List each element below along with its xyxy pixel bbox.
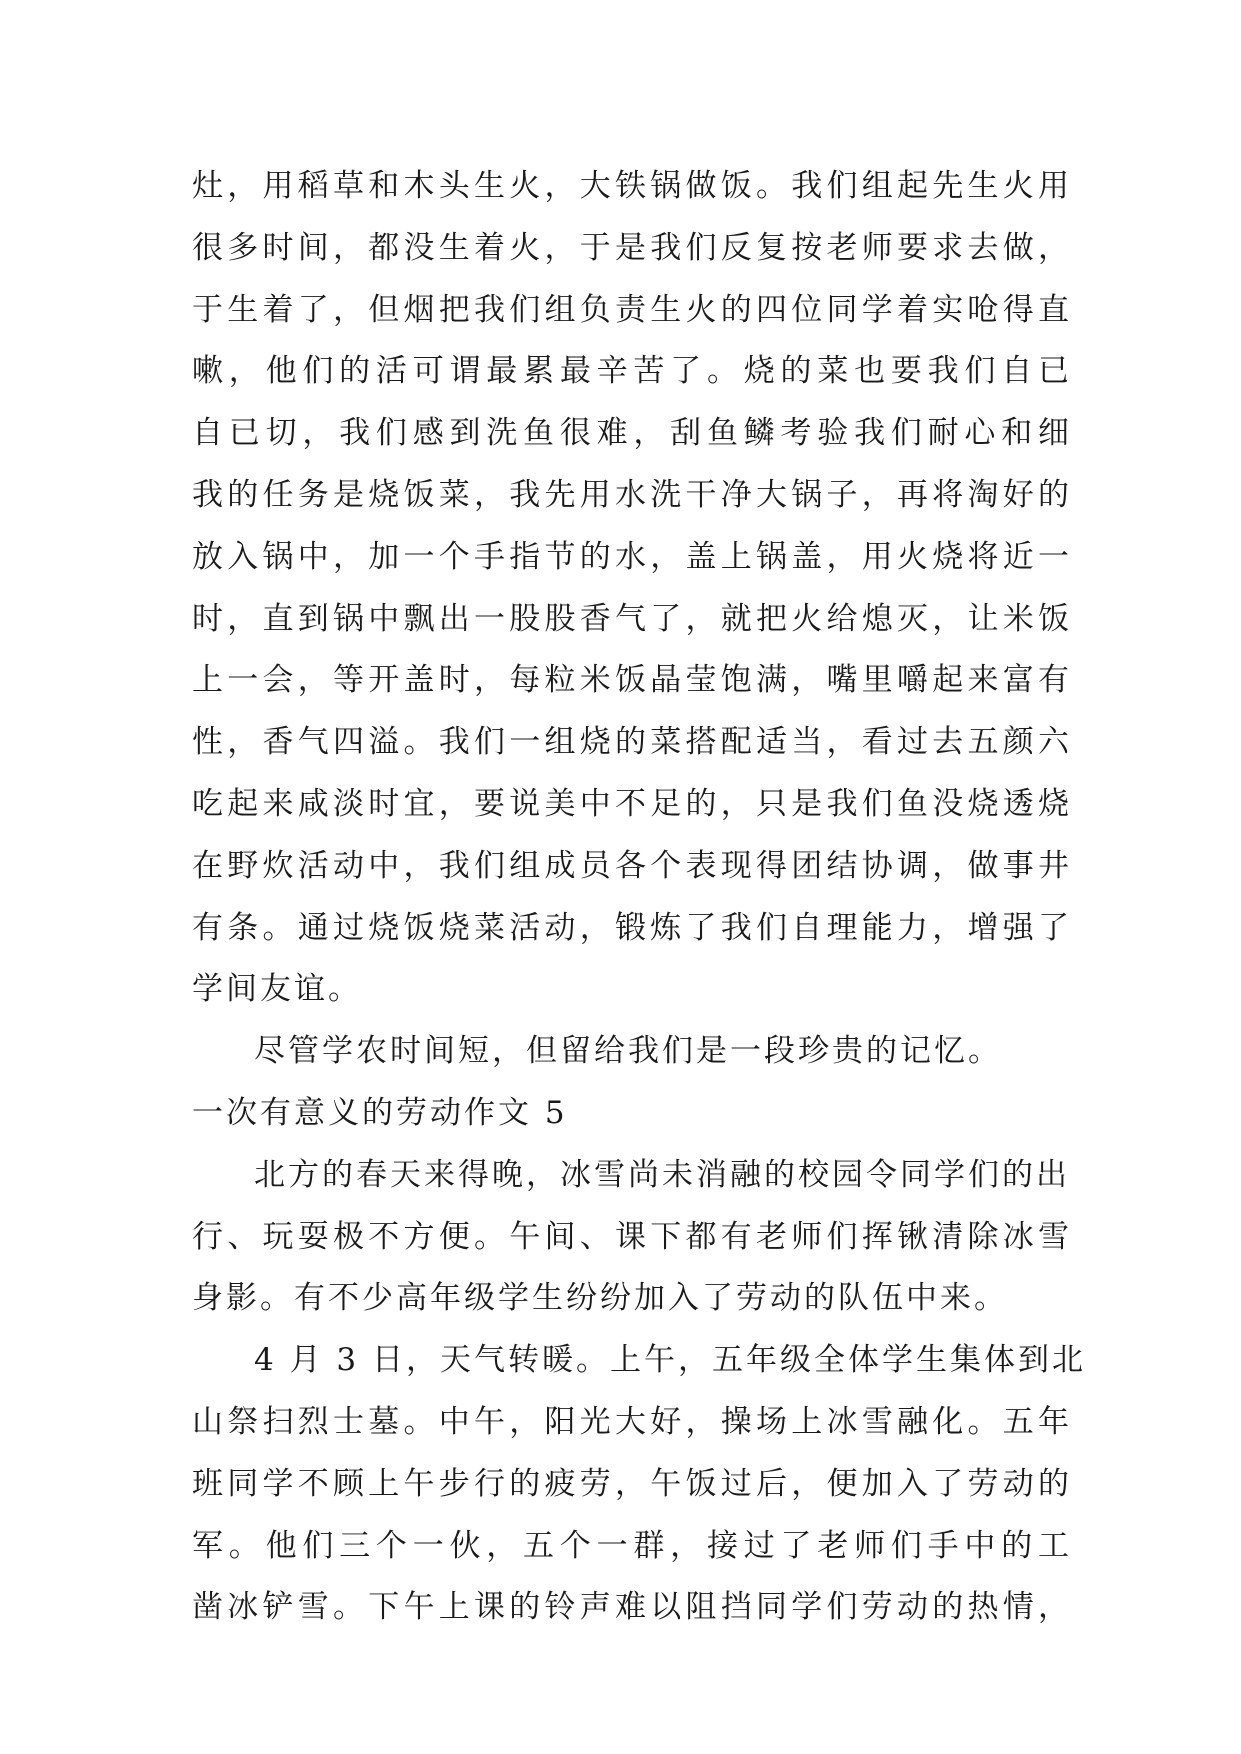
text-line: 上一会，等开盖时，每粒米饭晶莹饱满，嘴里嚼起来富有: [192, 662, 1072, 699]
text-line: 山祭扫烈士墓。中午，阳光大好，操场上冰雪融化。五年: [192, 1403, 1072, 1440]
text-line: 班同学不顾上午步行的疲劳，午饭过后，便加入了劳动的: [192, 1465, 1072, 1502]
text-line: 在野炊活动中，我们组成员各个表现得团结协调，做事井: [192, 847, 1072, 884]
section-heading: 一次有意义的劳动作文 5: [192, 1094, 568, 1131]
text-line: 于生着了，但烟把我们组负责生火的四位同学着实呛得直: [192, 291, 1072, 328]
text-line: 行、玩耍极不方便。午间、课下都有老师们挥锹清除冰雪: [192, 1218, 1072, 1255]
text-line: 灶，用稻草和木头生火，大铁锅做饭。我们组起先生火用: [192, 168, 1072, 204]
text-line: 有条。通过烧饭烧菜活动，锻炼了我们自理能力，增强了: [192, 909, 1072, 946]
text-line: 尽管学农时间短，但留给我们是一段珍贵的记忆。: [254, 1033, 1002, 1070]
text-line: 我的任务是烧饭菜，我先用水洗干净大锅子，再将淘好的: [192, 476, 1072, 513]
text-line: 吃起来咸淡时宜，要说美中不足的，只是我们鱼没烧透烧: [192, 785, 1072, 822]
text-line: 北方的春天来得晚，冰雪尚未消融的校园令同学们的出: [254, 1156, 1070, 1193]
body-text: [192, 156, 1087, 1639]
text-line: 嗽，他们的活可谓最累最辛苦了。烧的菜也要我们自已: [192, 353, 1072, 390]
text-line: 时，直到锅中飘出一股股香气了，就把火给熄灭，让米饭: [192, 600, 1072, 637]
text-line: 性，香气四溢。我们一组烧的菜搭配适当，看过去五颜六: [192, 724, 1072, 761]
text-line: 4 月 3 日，天气转暖。上午，五年级全体学生集体到北: [254, 1342, 1087, 1379]
text-line: 学间友谊。: [192, 971, 362, 1008]
text-line: 很多时间，都没生着火，于是我们反复按老师要求去做，: [192, 229, 1072, 266]
text-line: 凿冰铲雪。下午上课的铃声难以阻挡同学们劳动的热情，: [192, 1589, 1072, 1626]
text-line: 自已切，我们感到洗鱼很难，刮鱼鳞考验我们耐心和细: [192, 415, 1072, 452]
text-line: 身影。有不少高年级学生纷纷加入了劳动的队伍中来。: [192, 1280, 1008, 1317]
text-line: 放入锅中，加一个手指节的水，盖上锅盖，用火烧将近一: [192, 538, 1072, 575]
text-line: 军。他们三个一伙，五个一群，接过了老师们手中的工: [192, 1527, 1072, 1564]
